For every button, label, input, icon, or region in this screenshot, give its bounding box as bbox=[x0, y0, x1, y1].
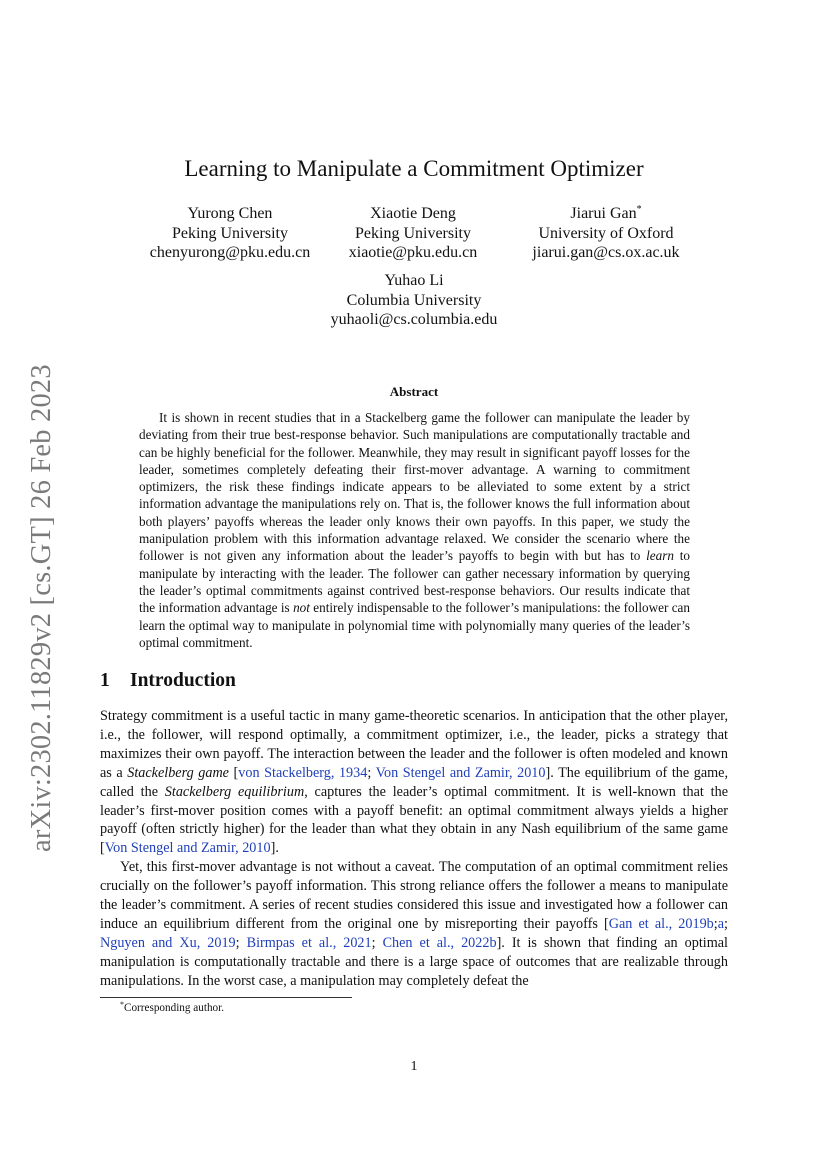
text-run: entirely indispensable to the follower’s manipulations: the follower can learn the optimal way to manipulate in polynomial time with polynomially many queries of the leader’s optimal commitment. bbox=[139, 600, 690, 650]
author-email[interactable]: jiarui.gan@cs.ox.ac.uk bbox=[532, 244, 680, 261]
citation-link[interactable]: Von Stengel and Zamir, 2010 bbox=[375, 764, 546, 781]
author-name: Yuhao Li bbox=[384, 272, 444, 289]
body-paragraph bbox=[100, 707, 728, 858]
citation-link[interactable]: Von Stengel and Zamir, 2010 bbox=[104, 840, 271, 857]
emphasis: learn bbox=[646, 548, 674, 564]
abstract-paragraph bbox=[139, 409, 690, 651]
author-name bbox=[506, 204, 706, 224]
author-block bbox=[313, 204, 513, 263]
text-run: ; bbox=[367, 764, 376, 781]
section-number: 1 bbox=[100, 670, 110, 691]
footnote-text: Corresponding author. bbox=[124, 1002, 225, 1014]
text-run: ]. The equilibrium of the game, called the bbox=[100, 764, 728, 800]
text-run: Strategy commitment is a useful tactic in many game-theoretic scenarios. In anticipation that the other player, i.e., the follower, will respond optimally, a commitment optimizer, i.e., the leader, picks a strategy that maximizes their own payoff. The interaction between the leader and the follower is often modeled and known as a bbox=[100, 708, 728, 781]
footnote-mark: * bbox=[120, 1000, 124, 1009]
section-heading bbox=[100, 668, 236, 694]
text-run: ]. It is shown that finding an optimal manipulation is computationally tractable and there is a large space of outcomes that are realizable through manipulations. In the worst case, a manipulation may completely defeat the bbox=[100, 934, 728, 989]
text-run: ; bbox=[371, 934, 383, 951]
text-run: ]. bbox=[270, 840, 279, 857]
footnote bbox=[120, 1001, 224, 1016]
author-affiliation: Peking University bbox=[355, 224, 471, 242]
text-run: , captures the leader’s optimal commitment. It is well-known that the leader’s first-mover position comes with a payoff benefit: an optimal commitment always yields a higher payoff (often strictly higher) for the leader than what they obtain in any Nash equilibrium of the same game [ bbox=[100, 783, 728, 857]
author-block bbox=[130, 204, 330, 263]
paper-title: Learning to Manipulate a Commitment Optimizer bbox=[184, 156, 644, 181]
citation-link[interactable]: Nguyen and Xu, 2019 bbox=[100, 934, 236, 951]
author-affiliation: Peking University bbox=[172, 224, 288, 242]
author-block bbox=[314, 271, 514, 330]
citation-link[interactable]: von Stackelberg, 1934 bbox=[238, 764, 368, 781]
emphasis: Stackelberg equilibrium bbox=[164, 783, 305, 800]
citation-link[interactable]: a bbox=[717, 915, 725, 932]
abstract-text bbox=[139, 409, 690, 651]
text-run: ; bbox=[724, 915, 728, 932]
footnote-marker[interactable]: * bbox=[636, 204, 642, 215]
author-email[interactable]: chenyurong@pku.edu.cn bbox=[149, 244, 311, 261]
citation-link[interactable]: Gan et al., 2019b bbox=[608, 915, 714, 932]
footnote-divider bbox=[100, 997, 352, 998]
page-number: 1 bbox=[410, 1059, 418, 1074]
citation-link[interactable]: Birmpas et al., 2021 bbox=[246, 934, 372, 951]
author-affiliation: University of Oxford bbox=[538, 224, 674, 242]
citation-link[interactable]: Chen et al., 2022b bbox=[382, 934, 497, 951]
body-paragraph bbox=[100, 858, 728, 990]
author-email[interactable]: xiaotie@pku.edu.cn bbox=[348, 244, 478, 261]
emphasis: Stackelberg game bbox=[127, 764, 229, 781]
text-run: ; bbox=[235, 934, 247, 951]
text-run: to manipulate by interacting with the leader. The follower can gather necessary information by querying the leader’s optimal commitments against contrived best-response behaviors. Our results indicate that the information advantage is bbox=[139, 548, 690, 616]
author-email[interactable]: yuhaoli@cs.columbia.edu bbox=[330, 311, 498, 328]
text-run: [ bbox=[228, 764, 239, 781]
abstract-heading: Abstract bbox=[389, 384, 439, 399]
author-name-text: Jiarui Gan bbox=[570, 205, 637, 222]
author-block bbox=[506, 204, 706, 263]
body-text bbox=[100, 707, 728, 991]
text-run: It is shown in recent studies that in a Stackelberg game the follower can manipulate the leader by deviating from their true best-response behavior. Such manipulations are computationally tractable and can be highly beneficial for the follower. Meanwhile, they may result in significant payoff losses for the leader, sometimes completely defeating their first-mover advantage. A warning to commitment optimizers, the risk these findings indicate appears to be alleviated to some extent by a strict information advantage the manipulations rely on. That is, the follower knows the full information about both players’ payoffs whereas the leader only knows their own payoffs. In this paper, we study the manipulation problem with this information advantage relaxed. We consider the scenario where the follower is not given any information about the leader’s payoffs to begin with but has to bbox=[139, 410, 690, 564]
text-run: ; bbox=[713, 915, 718, 932]
section-title: Introduction bbox=[130, 670, 236, 691]
author-name: Xiaotie Deng bbox=[370, 205, 456, 222]
emphasis: not bbox=[293, 600, 310, 616]
arxiv-stamp: arXiv:2302.11829v2 [cs.GT] 26 Feb 2023 bbox=[26, 364, 57, 852]
author-name: Yurong Chen bbox=[187, 205, 273, 222]
text-run: Yet, this first-mover advantage is not without a caveat. The computation of an optimal commitment relies crucially on the follower’s payoff information. This strong reliance offers the follower a means to manipulate the leader’s commitment. A series of recent studies considered this issue and investigated how a follower can induce an equilibrium different from the original one by misreporting their payoffs [ bbox=[100, 859, 728, 932]
author-affiliation: Columbia University bbox=[346, 291, 482, 309]
